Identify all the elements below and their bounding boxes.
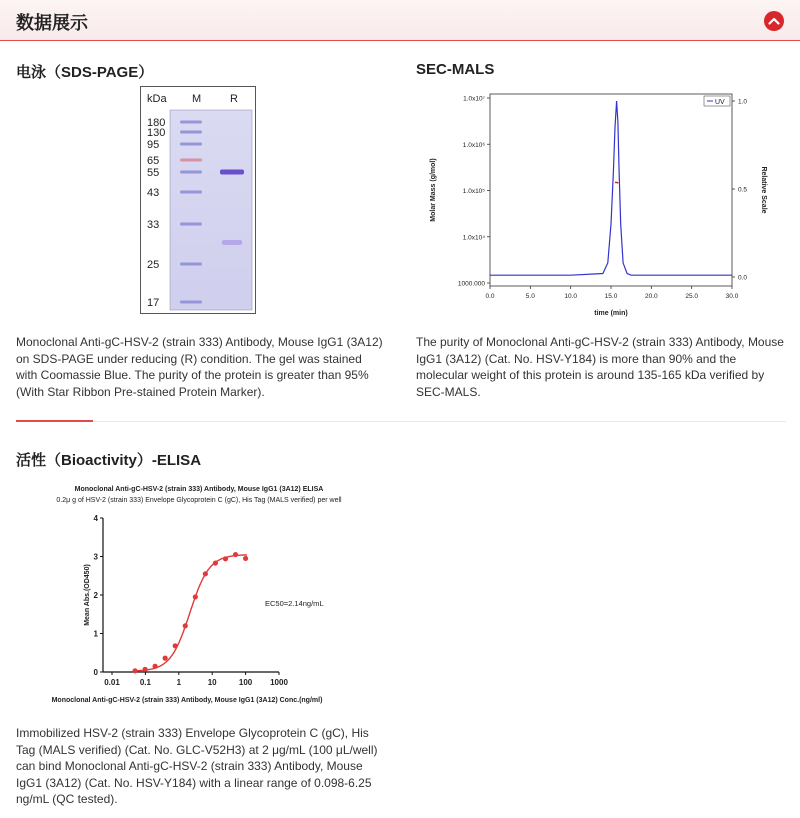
- gel-marker-band: [180, 263, 202, 266]
- sec-y2-axis-label: Relative Scale: [760, 166, 767, 214]
- gel-marker-label: 130: [147, 127, 166, 139]
- sec-x-tick-label: 0.0: [485, 293, 495, 300]
- gel-marker-band: [180, 121, 202, 124]
- elisa-chart-title: Monoclonal Anti-gC-HSV-2 (strain 333) Antibody, Mouse IgG1 (3A12) ELISA: [74, 486, 324, 493]
- gel-marker-band: [180, 159, 202, 162]
- gel-marker-label: 95: [147, 139, 160, 151]
- sec-y2-tick-label: 1.0: [738, 98, 748, 106]
- chevron-up-icon: [768, 16, 780, 26]
- gel-marker-band: [180, 223, 202, 226]
- elisa-y-tick-label: 4: [93, 514, 98, 523]
- gel-marker-label: 43: [147, 187, 160, 199]
- elisa-y-tick-label: 3: [93, 552, 98, 562]
- elisa-data-point: [213, 560, 218, 565]
- sec-x-tick-label: 10.0: [564, 293, 577, 300]
- elisa-x-tick-label: 100: [238, 678, 253, 687]
- sec-mals-title: SEC-MALS: [416, 61, 495, 78]
- gel-marker-band: [180, 301, 202, 304]
- gel-band-light-chain: [222, 240, 242, 245]
- elisa-chart: [16, 478, 396, 706]
- sec-y-tick-label: 1.0x10⁶: [462, 141, 485, 149]
- sec-y2-tick-label: 0.5: [738, 186, 748, 194]
- sec-x-tick-label: 20.0: [645, 293, 658, 300]
- elisa-data-point: [143, 667, 148, 672]
- sec-mals-chart: [416, 86, 786, 318]
- sds-page-title: 电泳（SDS-PAGE）: [16, 64, 154, 81]
- gel-marker-label: 65: [147, 155, 160, 167]
- gel-band-heavy-chain: [220, 170, 244, 175]
- elisa-x-tick-label: 10: [207, 678, 217, 687]
- elisa-x-tick-label: 1: [176, 678, 182, 687]
- elisa-data-point: [223, 556, 228, 561]
- gel-marker-label: 17: [147, 297, 160, 309]
- elisa-description: Immobilized HSV-2 (strain 333) Envelope Glycoprotein C (gC), His Tag (MALS verified) (Cat. No. GLC-V52H3) at 2 μg/mL (100 μL/well) can bind Monoclonal Anti-gC-HSV-2 (strain 333) Antibody, Mouse IgG1 (3A12) (Cat. No. HSV-Y184) with a linear range of 0.098-6.25 ng/mL (QC tested).: [16, 726, 378, 806]
- sec-y-axis-label: Molar Mass (g/mol): [430, 158, 437, 222]
- section-title: 数据展示: [16, 13, 88, 33]
- elisa-x-tick-label: 0.1: [139, 678, 151, 687]
- sec-x-tick-label: 25.0: [685, 293, 698, 300]
- gel-kda-label: kDa: [147, 93, 167, 105]
- sds-page-description: Monoclonal Anti-gC-HSV-2 (strain 333) Antibody, Mouse IgG1 (3A12) on SDS-PAGE under reducing (R) condition. The gel was stained with Coomassie Blue. The purity of the protein is greater than 95% (With Star Ribbon Pre-stained Protein Marker).: [16, 335, 383, 399]
- sec-x-tick-label: 15.0: [604, 293, 618, 300]
- elisa-data-point: [132, 668, 137, 673]
- gel-marker-label: 180: [147, 117, 166, 129]
- elisa-data-point: [233, 552, 238, 557]
- gel-marker-label: 25: [147, 259, 160, 271]
- sec-x-axis-label: time (min): [594, 310, 628, 317]
- elisa-y-tick-label: 0: [93, 668, 98, 677]
- elisa-data-point: [193, 594, 198, 599]
- section-divider: [16, 421, 786, 422]
- gel-marker-band: [180, 131, 202, 134]
- sec-y2-tick-label: 0.0: [738, 274, 748, 282]
- sds-page-gel-image: [140, 86, 256, 314]
- section-header: [0, 0, 800, 41]
- elisa-data-point: [203, 571, 208, 576]
- elisa-data-point: [243, 556, 248, 561]
- elisa-data-point: [152, 664, 157, 669]
- sec-x-tick-label: 30.0: [725, 293, 739, 300]
- elisa-data-point: [173, 643, 178, 648]
- elisa-data-point: [163, 656, 168, 661]
- sec-y-tick-label: 1.0x10⁵: [462, 188, 485, 195]
- elisa-x-tick-label: 0.01: [104, 678, 120, 687]
- elisa-x-tick-label: 1000: [270, 678, 288, 687]
- sec-legend-uv: UV: [715, 99, 725, 106]
- elisa-title: 活性（Bioactivity）-ELISA: [16, 452, 202, 469]
- sec-legend: [704, 96, 730, 106]
- sec-series-molar-mass: [615, 182, 618, 183]
- elisa-data-point: [183, 623, 188, 628]
- elisa-y-tick-label: 1: [93, 629, 98, 639]
- elisa-y-axis-label: Mean Abs.(OD450): [84, 564, 91, 626]
- sec-y-tick-label: 1.0x10⁷: [463, 95, 485, 103]
- gel-marker-band: [180, 143, 202, 146]
- elisa-ec50-annotation: EC50=2.14ng/mL: [265, 599, 324, 608]
- gel-marker-label: 55: [147, 167, 160, 179]
- section-divider-accent: [16, 420, 93, 422]
- sec-mals-description: The purity of Monoclonal Anti-gC-HSV-2 (strain 333) Antibody, Mouse IgG1 (3A12) (Cat. No. HSV-Y184) is more than 90% and the molecular weight of this protein is around 135-165 kDa verified by SEC-MALS.: [416, 335, 784, 399]
- gel-lane-m-label: M: [192, 93, 202, 105]
- elisa-y-tick-label: 2: [93, 591, 98, 600]
- gel-marker-label: 33: [147, 219, 160, 231]
- elisa-x-axis-label: Monoclonal Anti-gC-HSV-2 (strain 333) Antibody, Mouse IgG1 (3A12) Conc.(ng/ml): [51, 697, 323, 704]
- elisa-chart-subtitle: 0.2μ g of HSV-2 (strain 333) Envelope Glycoprotein C (gC), His Tag (MALS verified) per well: [56, 497, 342, 504]
- sec-y-tick-label: 1.0x10⁴: [462, 234, 485, 242]
- sec-x-tick-label: 5.0: [525, 293, 535, 300]
- gel-lane-r-label: R: [230, 93, 238, 105]
- elisa-fit-curve: [134, 555, 247, 671]
- collapse-button[interactable]: [764, 11, 784, 31]
- gel-marker-band: [180, 191, 202, 194]
- sec-y-tick-label: 1000.000: [457, 280, 485, 288]
- gel-marker-band: [180, 171, 202, 174]
